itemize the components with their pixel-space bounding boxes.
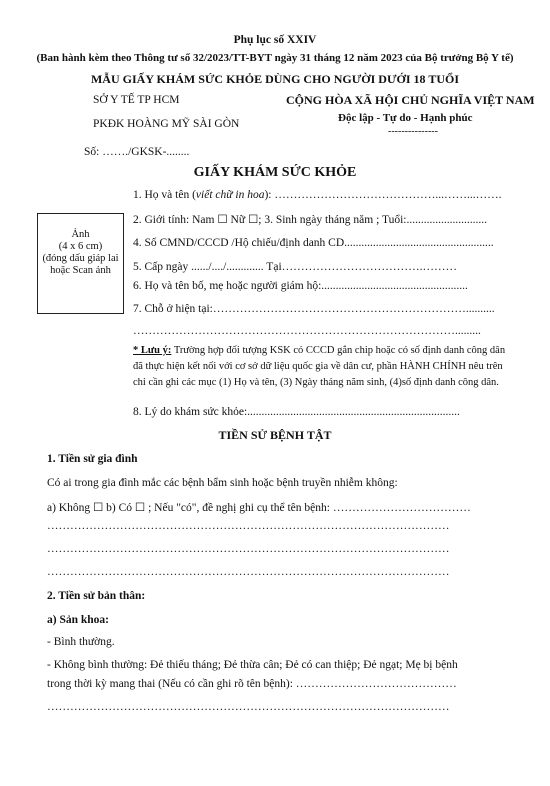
history-title: TIỀN SỬ BỆNH TẬT xyxy=(218,428,332,442)
dotted-line: …………………………………………………………………………………………… xyxy=(47,520,450,532)
field-id-number: 4. Số CMND/CCCD /Hộ chiếu/định danh CD.................................................... xyxy=(133,237,494,249)
form-title: MẪU GIẤY KHÁM SỨC KHỎE DÙNG CHO NGƯỜI DƯỚI 18 TUỔI xyxy=(90,72,459,86)
field-guardian-name: 6. Họ và tên bố, mẹ hoặc người giám hộ:................................................... xyxy=(133,280,468,292)
clinic-name: PKĐK HOÀNG MỸ SÀI GÒN xyxy=(93,118,240,130)
obstetric-abnormal-detail: trong thời kỳ mang thai (Nếu có cần ghi rõ tên bệnh): …………………………………… xyxy=(47,678,457,690)
note-label: * Lưu ý: xyxy=(133,345,172,356)
family-history-question: Có ai trong gia đình mắc các bệnh bẩm sinh hoặc bệnh truyền nhiễm không: xyxy=(47,477,398,489)
family-history-answer: a) Không ☐ b) Có ☐ ; Nếu "có", đề nghị ghi cụ thể tên bệnh: ……………………………… xyxy=(47,502,471,514)
field-address-continued: …………………………………………………………………………......... xyxy=(133,325,481,337)
obstetric-abnormal-option: - Không bình thường: Đẻ thiếu tháng; Đẻ thừa cân; Đẻ có can thiệp; Đẻ ngạt; Mẹ bị bệnh xyxy=(47,659,458,671)
field-current-address: 7. Chỗ ở hiện tại:………………………………………………………….......... xyxy=(133,303,495,315)
dotted-line: …………………………………………………………………………………………… xyxy=(47,543,450,555)
issued-with-note: (Ban hành kèm theo Thông tư số 32/2023/TT-BYT ngày 31 tháng 12 năm 2023 của Bộ trưởng Bộ Y tế) xyxy=(36,52,514,64)
dotted-line: …………………………………………………………………………………………… xyxy=(47,566,450,578)
photo-placeholder-box xyxy=(37,213,124,314)
photo-stamp-label: (đóng dấu giáp lai hoặc Scan ảnh xyxy=(42,253,119,276)
field-full-name-suffix: ): ……………………………………...……...……. xyxy=(264,189,502,201)
field-gender-birthdate: 2. Giới tính: Nam ☐ Nữ ☐; 3. Sinh ngày tháng năm ; Tuổi:............................ xyxy=(133,214,487,226)
appendix-label: Phụ lục số XXIV xyxy=(233,34,317,46)
administrative-note xyxy=(133,343,513,391)
republic-name: CỘNG HÒA XÃ HỘI CHỦ NGHĨA VIỆT NAM xyxy=(286,93,535,107)
agency-name: SỞ Y TẾ TP HCM xyxy=(93,94,180,106)
photo-size-label: (4 x 6 cm) xyxy=(58,241,103,252)
field-full-name-prefix: 1. Họ và tên ( xyxy=(133,189,196,201)
photo-label: Ảnh xyxy=(71,229,90,240)
field-full-name-hint: viết chữ in hoa xyxy=(195,189,265,201)
document-title: GIẤY KHÁM SỨC KHỎE xyxy=(193,165,357,180)
certificate-number: Số: ……./GKSK-........ xyxy=(84,146,190,158)
obstetric-normal-option: - Bình thường. xyxy=(47,636,115,648)
field-exam-reason: 8. Lý do khám sức khỏe:.......................................................................... xyxy=(133,406,460,418)
field-issue-date: 5. Cấp ngày ....../..../............. Tại……………………………….……… xyxy=(133,261,458,273)
dotted-line: …………………………………………………………………………………………… xyxy=(47,701,450,713)
obstetric-heading: a) Sản khoa: xyxy=(47,614,109,626)
note-text: Trường hợp đối tượng KSK có CCCD gắn chip hoặc có số định danh công dân đã thực hiện kết nối với cơ sở dữ liệu quốc gia về dân cư, phần HÀNH CHÍNH nêu trên chỉ cần ghi các mục (1) Họ và tên, (3) Ngày tháng năm sinh, (4)số định danh công dân. xyxy=(133,345,506,388)
national-motto: Độc lập - Tự do - Hạnh phúc xyxy=(338,112,473,124)
family-history-heading: 1. Tiền sử gia đình xyxy=(47,453,138,465)
field-full-name xyxy=(133,189,502,201)
personal-history-heading: 2. Tiền sử bản thân: xyxy=(47,590,146,602)
motto-underline: --------------- xyxy=(388,126,438,137)
